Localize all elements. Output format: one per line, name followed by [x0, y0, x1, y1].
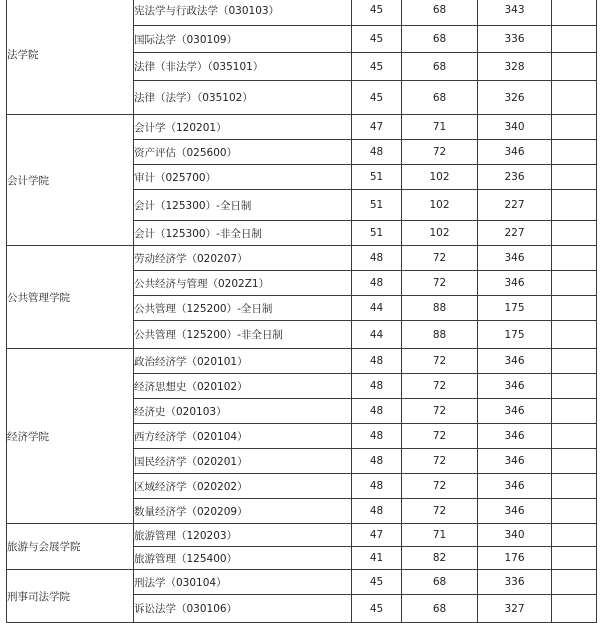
score-a-cell: 48 — [352, 374, 402, 399]
score-a-cell: 48 — [352, 246, 402, 271]
score-a-cell: 48 — [352, 271, 402, 296]
major-cell: 旅游管理（125400） — [134, 547, 352, 570]
score-a-cell: 48 — [352, 424, 402, 449]
score-a-cell: 44 — [352, 321, 402, 349]
score-b-cell: 71 — [402, 524, 478, 547]
empty-cell — [552, 81, 597, 115]
major-cell: 经济思想史（020102） — [134, 374, 352, 399]
score-a-cell: 44 — [352, 296, 402, 321]
empty-cell — [552, 399, 597, 424]
score-a-cell: 51 — [352, 165, 402, 190]
score-a-cell: 45 — [352, 26, 402, 53]
table-row — [7, 524, 597, 547]
total-cell: 346 — [478, 271, 552, 296]
total-cell: 236 — [478, 165, 552, 190]
score-a-cell: 45 — [352, 81, 402, 115]
major-cell: 宪法学与行政法学（030103） — [134, 0, 352, 26]
empty-cell — [552, 26, 597, 53]
score-a-cell: 45 — [352, 53, 402, 81]
college-cell: 公共管理学院 — [7, 246, 134, 349]
score-b-cell: 68 — [402, 0, 478, 26]
empty-cell — [552, 0, 597, 26]
college-cell: 法学院 — [7, 0, 134, 115]
empty-cell — [552, 449, 597, 474]
empty-cell — [552, 474, 597, 499]
total-cell: 346 — [478, 140, 552, 165]
score-a-cell: 45 — [352, 0, 402, 26]
major-cell: 国民经济学（020201） — [134, 449, 352, 474]
empty-cell — [552, 53, 597, 81]
total-cell: 227 — [478, 190, 552, 221]
table-row — [7, 0, 597, 26]
empty-cell — [552, 190, 597, 221]
total-cell: 343 — [478, 0, 552, 26]
score-b-cell: 68 — [402, 595, 478, 623]
empty-cell — [552, 595, 597, 623]
total-cell: 346 — [478, 349, 552, 374]
empty-cell — [552, 271, 597, 296]
score-a-cell: 51 — [352, 221, 402, 246]
college-cell: 旅游与会展学院 — [7, 524, 134, 570]
empty-cell — [552, 321, 597, 349]
score-b-cell: 72 — [402, 424, 478, 449]
major-cell: 审计（025700） — [134, 165, 352, 190]
major-cell: 西方经济学（020104） — [134, 424, 352, 449]
major-cell: 公共经济与管理（0202Z1） — [134, 271, 352, 296]
score-a-cell: 48 — [352, 140, 402, 165]
empty-cell — [552, 547, 597, 570]
major-cell: 会计（125300）-全日制 — [134, 190, 352, 221]
total-cell: 346 — [478, 499, 552, 524]
major-cell: 刑法学（030104） — [134, 570, 352, 595]
total-cell: 175 — [478, 296, 552, 321]
empty-cell — [552, 424, 597, 449]
total-cell: 175 — [478, 321, 552, 349]
score-b-cell: 72 — [402, 374, 478, 399]
total-cell: 340 — [478, 524, 552, 547]
empty-cell — [552, 165, 597, 190]
total-cell: 227 — [478, 221, 552, 246]
empty-cell — [552, 221, 597, 246]
major-cell: 法律（非法学）（035101） — [134, 53, 352, 81]
total-cell: 346 — [478, 246, 552, 271]
score-a-cell: 45 — [352, 570, 402, 595]
college-cell: 刑事司法学院 — [7, 570, 134, 623]
empty-cell — [552, 374, 597, 399]
score-a-cell: 47 — [352, 115, 402, 140]
college-cell: 经济学院 — [7, 349, 134, 524]
score-b-cell: 72 — [402, 349, 478, 374]
score-b-cell: 68 — [402, 26, 478, 53]
total-cell: 346 — [478, 374, 552, 399]
score-a-cell: 41 — [352, 547, 402, 570]
total-cell: 336 — [478, 26, 552, 53]
major-cell: 经济史（020103） — [134, 399, 352, 424]
score-a-cell: 48 — [352, 474, 402, 499]
major-cell: 政治经济学（020101） — [134, 349, 352, 374]
empty-cell — [552, 246, 597, 271]
total-cell: 340 — [478, 115, 552, 140]
score-table-body — [7, 0, 597, 623]
total-cell: 328 — [478, 53, 552, 81]
major-cell: 旅游管理（120203） — [134, 524, 352, 547]
score-a-cell: 45 — [352, 595, 402, 623]
empty-cell — [552, 115, 597, 140]
table-row — [7, 570, 597, 595]
total-cell: 346 — [478, 449, 552, 474]
major-cell: 劳动经济学（020207） — [134, 246, 352, 271]
empty-cell — [552, 524, 597, 547]
major-cell: 会计（125300）-非全日制 — [134, 221, 352, 246]
major-cell: 诉讼法学（030106） — [134, 595, 352, 623]
table-row — [7, 349, 597, 374]
empty-cell — [552, 349, 597, 374]
total-cell: 346 — [478, 474, 552, 499]
table-row — [7, 115, 597, 140]
college-cell: 会计学院 — [7, 115, 134, 246]
major-cell: 公共管理（125200）-非全日制 — [134, 321, 352, 349]
score-a-cell: 47 — [352, 524, 402, 547]
score-a-cell: 48 — [352, 449, 402, 474]
major-cell: 资产评估（025600） — [134, 140, 352, 165]
total-cell: 327 — [478, 595, 552, 623]
total-cell: 346 — [478, 399, 552, 424]
score-a-cell: 48 — [352, 499, 402, 524]
empty-cell — [552, 140, 597, 165]
major-cell: 公共管理（125200）-全日制 — [134, 296, 352, 321]
score-b-cell: 72 — [402, 271, 478, 296]
score-b-cell: 68 — [402, 570, 478, 595]
score-b-cell: 88 — [402, 296, 478, 321]
empty-cell — [552, 570, 597, 595]
table-row — [7, 246, 597, 271]
major-cell: 区域经济学（020202） — [134, 474, 352, 499]
empty-cell — [552, 499, 597, 524]
total-cell: 326 — [478, 81, 552, 115]
score-a-cell: 48 — [352, 349, 402, 374]
score-b-cell: 88 — [402, 321, 478, 349]
empty-cell — [552, 296, 597, 321]
major-cell: 法律（法学）（035102） — [134, 81, 352, 115]
total-cell: 336 — [478, 570, 552, 595]
score-a-cell: 51 — [352, 190, 402, 221]
score-b-cell: 102 — [402, 165, 478, 190]
score-b-cell: 72 — [402, 246, 478, 271]
score-b-cell: 68 — [402, 53, 478, 81]
score-b-cell: 72 — [402, 449, 478, 474]
total-cell: 346 — [478, 424, 552, 449]
score-a-cell: 48 — [352, 399, 402, 424]
total-cell: 176 — [478, 547, 552, 570]
score-b-cell: 68 — [402, 81, 478, 115]
score-b-cell: 72 — [402, 399, 478, 424]
score-b-cell: 72 — [402, 140, 478, 165]
major-cell: 会计学（120201） — [134, 115, 352, 140]
score-b-cell: 72 — [402, 474, 478, 499]
score-b-cell: 82 — [402, 547, 478, 570]
major-cell: 数量经济学（020209） — [134, 499, 352, 524]
score-b-cell: 102 — [402, 221, 478, 246]
score-b-cell: 71 — [402, 115, 478, 140]
score-b-cell: 102 — [402, 190, 478, 221]
score-b-cell: 72 — [402, 499, 478, 524]
score-table — [6, 0, 597, 623]
major-cell: 国际法学（030109） — [134, 26, 352, 53]
